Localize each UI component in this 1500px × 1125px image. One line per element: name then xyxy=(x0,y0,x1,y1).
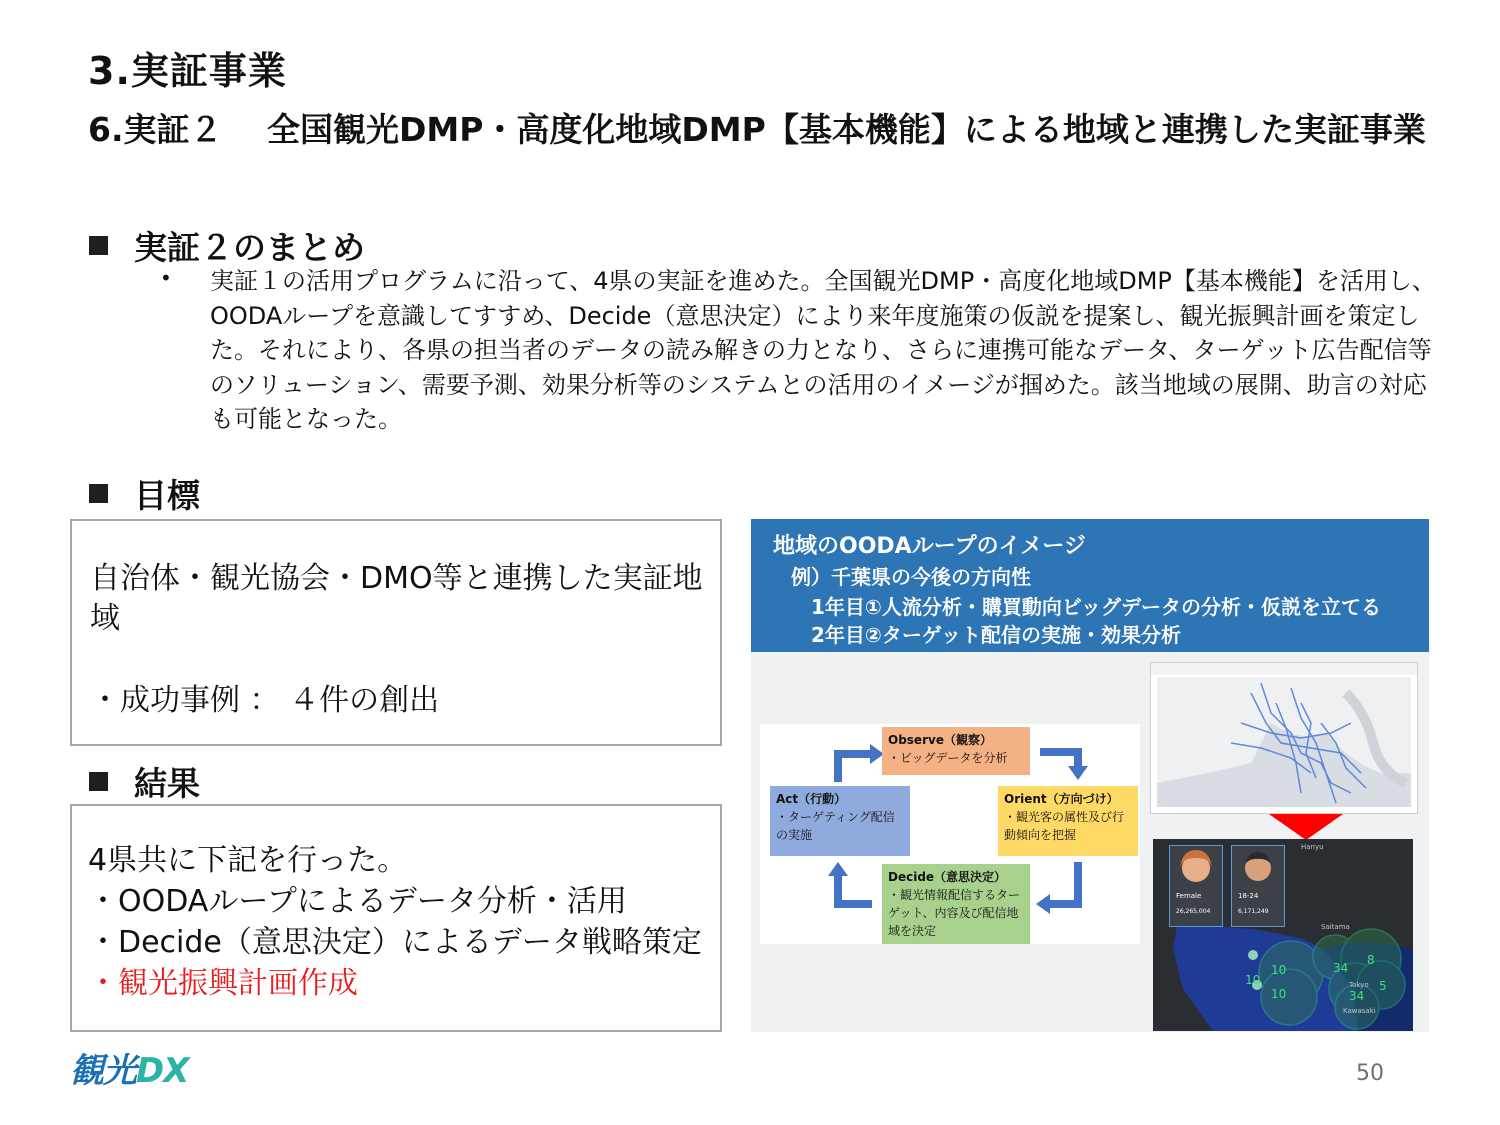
map-count-label: 8 xyxy=(1367,953,1375,967)
page-number: 50 xyxy=(1356,1061,1384,1086)
map-place-label: Kawasaki xyxy=(1343,1007,1376,1015)
logo-dx-text: DX xyxy=(136,1051,189,1091)
goal-box xyxy=(70,519,722,746)
goal-heading xyxy=(89,470,200,517)
persona-age-label: 18-24 xyxy=(1238,892,1259,900)
ooda-panel-example: 例）千葉県の今後の方向性 xyxy=(791,565,1031,589)
ooda-orient-body: ・観光客の属性及び行動傾向を把握 xyxy=(1004,810,1125,842)
map-count-label: 34 xyxy=(1349,989,1365,1003)
ooda-panel-year1: 1年目①人流分析・購買動向ビッグデータの分析・仮説を立てる xyxy=(811,595,1382,619)
ooda-observe xyxy=(882,727,1030,775)
map-count-label: 10 xyxy=(1271,963,1287,977)
result-line: 4県共に下記を行った。 xyxy=(88,843,408,878)
goal-heading-text: 目標 xyxy=(134,476,200,515)
result-line: ・Decide（意思決定）によるデータ戦略策定 xyxy=(88,925,702,960)
down-arrow-icon xyxy=(1269,814,1343,840)
kanko-dx-logo xyxy=(70,1043,188,1092)
ooda-orient xyxy=(998,786,1138,856)
summary-text: 実証１の活用プログラムに沿って、4県の実証を進めた。全国観光DMP・高度化地域DMP【基本機能】を活用し、OODAループを意識してすすめ、Decide（意思決定）により来年度施策の仮説を提案し、観光振興計画を策定した。それにより、各県の担当者のデータの読み解きの力となり、さらに連携可能なデータ、ターゲット広告配信等のソリューション、需要予測、効果分析等のシステムとの活用のイメージが掴めた。該当地域の展開、助言の対応も可能となった。 xyxy=(210,267,1436,433)
goal-text: 自治体・観光協会・DMO等と連携した実証地域 xyxy=(90,561,703,636)
ooda-act xyxy=(770,786,910,856)
persona-avatar-icon xyxy=(1232,846,1284,888)
map-count-label: 34 xyxy=(1333,961,1349,975)
map-place-label: Saitama xyxy=(1321,923,1350,931)
square-bullet-icon xyxy=(89,484,108,503)
persona-avatar-icon xyxy=(1170,846,1222,888)
page-title: 3.実証事業 xyxy=(88,49,287,93)
ooda-panel xyxy=(751,519,1429,1032)
square-bullet-icon xyxy=(89,772,108,791)
result-heading-text: 結果 xyxy=(134,764,200,803)
summary-heading xyxy=(89,222,365,269)
persona-card-age xyxy=(1231,845,1285,927)
logo-main-text: 観光 xyxy=(70,1051,136,1091)
target-delivery-map xyxy=(1153,839,1413,1031)
ooda-decide xyxy=(882,864,1030,944)
summary-heading-text: 実証２のまとめ xyxy=(134,228,365,267)
square-bullet-icon xyxy=(89,236,108,255)
summary-bullet: • xyxy=(160,266,172,290)
people-flow-map-screenshot xyxy=(1150,662,1418,814)
ooda-act-body: ・ターゲティング配信の実施 xyxy=(776,810,895,842)
ooda-decide-body: ・観光情報配信するターゲット、内容及び配信地域を決定 xyxy=(888,888,1021,938)
arrow-head-icon xyxy=(1036,894,1050,914)
arrow-observe-to-orient-icon xyxy=(1040,752,1078,768)
map-count-label: 10 xyxy=(1245,973,1261,987)
result-line-highlight: ・観光振興計画作成 xyxy=(88,966,358,1001)
arrow-decide-to-act-icon xyxy=(838,874,872,904)
ooda-panel-title: 地域のOODAループのイメージ xyxy=(773,534,1086,559)
persona-card-female xyxy=(1169,845,1223,927)
map-place-label: Hanyu xyxy=(1301,843,1324,851)
goal-item: ・成功事例 ： ４件の創出 xyxy=(90,683,440,718)
ooda-decide-title: Decide（意思決定） xyxy=(888,870,1007,884)
arrow-head-icon xyxy=(828,862,848,876)
ooda-act-title: Act（行動） xyxy=(776,792,847,806)
ooda-orient-title: Orient（方向づけ） xyxy=(1004,792,1119,806)
ooda-cycle-diagram xyxy=(760,724,1140,944)
ooda-panel-year2: 2年目②ターゲット配信の実施・効果分析 xyxy=(811,623,1182,647)
map-count-label: 5 xyxy=(1379,979,1387,993)
result-line: ・OODAループによるデータ分析・活用 xyxy=(88,884,627,919)
persona-female-label: Female xyxy=(1176,892,1202,900)
page-subtitle: 6.実証２ 全国観光DMP・高度化地域DMP【基本機能】による地域と連携した実証事業 xyxy=(88,110,1426,149)
ooda-observe-body: ・ビッグデータを分析 xyxy=(888,751,1008,765)
map-count-label: 10 xyxy=(1271,987,1287,1001)
result-heading xyxy=(89,758,200,805)
persona-female-count: 26,265,004 xyxy=(1176,908,1211,915)
ooda-panel-header xyxy=(751,519,1429,652)
people-flow-map-image xyxy=(1151,663,1417,813)
ooda-observe-title: Observe（観察） xyxy=(888,733,992,747)
arrow-act-to-observe-icon xyxy=(838,754,872,782)
persona-age-count: 6,171,249 xyxy=(1238,908,1269,915)
arrow-head-icon xyxy=(1068,766,1088,780)
map-place-label: Tokyo xyxy=(1349,981,1369,989)
result-box xyxy=(70,804,722,1032)
arrow-orient-to-decide-icon xyxy=(1048,862,1078,904)
